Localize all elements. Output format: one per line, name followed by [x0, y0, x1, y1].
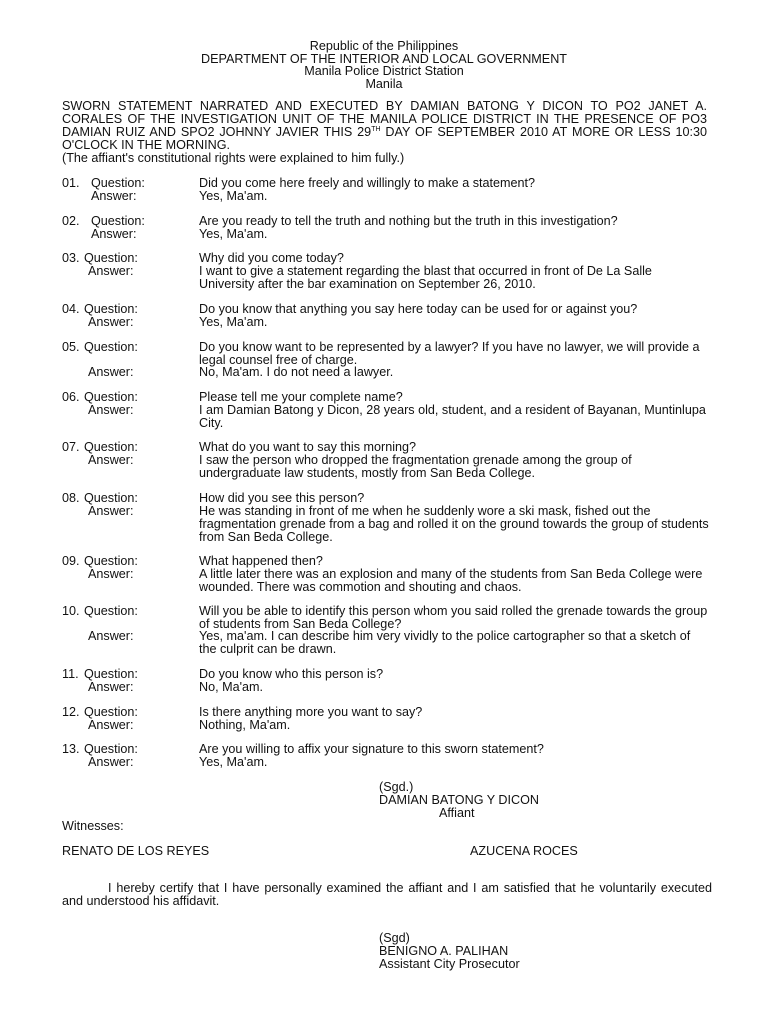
answer-label: Answer:: [88, 365, 134, 380]
document-header: [0, 40, 768, 90]
question-text: Do you know who this person is?: [199, 667, 384, 681]
answer-label: Answer:: [91, 226, 137, 241]
answer-text: Yes, Ma'am.: [199, 314, 268, 329]
answer-text: Yes, Ma'am.: [199, 226, 268, 241]
qa-item: [62, 706, 712, 731]
qa-item: [62, 492, 712, 542]
prosecutor-signature-block: [379, 932, 520, 971]
title-ordinal-suffix: TH: [371, 126, 381, 133]
question-text: Do you know that anything you say here today can be used for or against you?: [199, 302, 638, 316]
question-text: What happened then?: [199, 554, 323, 568]
answer-text: I want to give a statement regarding the blast that occurred in front of De La Salle University after the bar examination on September 26, 2010.: [199, 263, 652, 291]
qa-number: 05.: [62, 340, 80, 354]
answer-text: No, Ma'am. I do not need a lawyer.: [199, 365, 394, 380]
question-text: Did you come here freely and willingly to make a statement?: [199, 176, 535, 190]
prosecutor-sgd: (Sgd): [379, 931, 410, 945]
witnesses-label: Witnesses:: [62, 819, 124, 833]
question-label: Question:: [84, 302, 138, 316]
answer-text: A little later there was an explosion and many of the students from San Beda College were wounded. There was commotion and shouting and chaos.: [199, 566, 703, 594]
header-department: DEPARTMENT OF THE INTERIOR AND LOCAL GOVERNMENT: [201, 51, 567, 66]
answer-text: Yes, Ma'am.: [199, 188, 268, 203]
qa-item: [62, 252, 712, 290]
title-line-3-end: DAY OF SEPTEMBER 2010 AT MORE OR LESS 10:30: [380, 125, 707, 139]
affiant-role: Affiant: [439, 806, 475, 820]
question-text: Will you be able to identify this person whom you said rolled the grenade towards the group of students from San Beda College?: [199, 604, 708, 631]
qa-number: 12.: [62, 705, 80, 719]
witness-name-1: RENATO DE LOS REYES: [62, 844, 210, 858]
question-text: Do you know want to be represented by a lawyer? If you have no lawyer, we will provide a legal counsel free of charge.: [199, 340, 700, 367]
qa-item: [62, 743, 712, 768]
qa-item: [62, 668, 712, 693]
qa-item: [62, 303, 712, 328]
header-city: Manila: [365, 76, 403, 91]
qa-number: 04.: [62, 302, 80, 316]
answer-label: Answer:: [88, 314, 134, 329]
question-text: Are you ready to tell the truth and nothing but the truth in this investigation?: [199, 214, 618, 228]
question-label: Question:: [84, 667, 138, 681]
title-line-2: CORALES OF THE INVESTIGATION UNIT OF THE MANILA POLICE DISTRICT IN THE PRESENCE OF PO3: [62, 112, 707, 126]
qa-item: [62, 605, 712, 655]
qa-item: [62, 341, 712, 379]
answer-text: Nothing, Ma'am.: [199, 717, 291, 732]
question-label: Question:: [84, 705, 138, 719]
answer-label: Answer:: [88, 629, 134, 644]
qa-number: 08.: [62, 491, 80, 505]
witness-name-2: AZUCENA ROCES: [470, 844, 578, 858]
title-line-1: SWORN STATEMENT NARRATED AND EXECUTED BY DAMIAN BATONG Y DICON TO PO2 JANET A.: [62, 99, 707, 113]
answer-label: Answer:: [88, 503, 134, 518]
affiant-name: DAMIAN BATONG Y DICON: [379, 793, 540, 807]
statement-title: [62, 100, 707, 165]
answer-label: Answer:: [91, 188, 137, 203]
question-label: Question:: [84, 491, 138, 505]
title-line-3-start: DAMIAN RUIZ AND SPO2 JOHNNY JAVIER THIS 29: [62, 125, 372, 139]
qa-number: 03.: [62, 251, 80, 265]
header-republic: Republic of the Philippines: [309, 39, 459, 53]
answer-label: Answer:: [88, 452, 134, 467]
question-text: Is there anything more you want to say?: [199, 705, 423, 719]
question-text: Are you willing to affix your signature to this sworn statement?: [199, 742, 544, 756]
answer-text: No, Ma'am.: [199, 679, 263, 694]
qa-number: 09.: [62, 554, 80, 568]
question-label: Question:: [84, 340, 138, 354]
question-label: Question:: [91, 176, 145, 190]
answer-label: Answer:: [88, 566, 134, 581]
answer-text: He was standing in front of me when he suddenly wore a ski mask, fished out the fragmentation grenade from a bag and rolled it on the ground towards the group of students from San Beda College.: [199, 503, 709, 544]
answer-label: Answer:: [88, 402, 134, 417]
qa-number: 11.: [62, 667, 79, 681]
prosecutor-name: BENIGNO A. PALIHAN: [379, 944, 509, 958]
qa-number: 06.: [62, 390, 80, 404]
question-label: Question:: [91, 214, 145, 228]
question-text: What do you want to say this morning?: [199, 440, 417, 454]
answer-text: I am Damian Batong y Dicon, 28 years old, student, and a resident of Bayanan, Muntinlupa City.: [199, 402, 706, 430]
answer-text: I saw the person who dropped the fragmentation grenade among the group of undergraduate law students, mostly from San Beda College.: [199, 452, 632, 480]
qa-item: [62, 391, 712, 429]
question-text: How did you see this person?: [199, 491, 365, 505]
answer-label: Answer:: [88, 263, 134, 278]
qa-item: [62, 215, 712, 240]
qa-number: 10.: [62, 604, 80, 618]
qa-number: 01.: [62, 176, 80, 190]
answer-label: Answer:: [88, 679, 134, 694]
qa-number: 07.: [62, 440, 80, 454]
qa-item: [62, 441, 712, 479]
question-label: Question:: [84, 440, 138, 454]
answer-label: Answer:: [88, 717, 134, 732]
answer-label: Answer:: [88, 754, 134, 769]
answer-text: Yes, Ma'am.: [199, 754, 268, 769]
answer-text: Yes, ma'am. I can describe him very vividly to the police cartographer so that a sketch of the culprit can be drawn.: [199, 629, 691, 657]
prosecutor-title: Assistant City Prosecutor: [379, 957, 520, 971]
question-label: Question:: [84, 251, 138, 265]
rights-note: (The affiant's constitutional rights were explained to him fully.): [62, 151, 405, 165]
affiant-sgd: (Sgd.): [379, 780, 414, 794]
qa-item: [62, 555, 712, 593]
question-text: Please tell me your complete name?: [199, 390, 403, 404]
question-label: Question:: [84, 742, 138, 756]
question-label: Question:: [84, 390, 138, 404]
header-station: Manila Police District Station: [304, 64, 464, 79]
qa-number: 02.: [62, 214, 80, 228]
certification-paragraph: I hereby certify that I have personally examined the affiant and I am satisfied that he voluntarily executed and understood his affidavit.: [62, 881, 712, 908]
question-label: Question:: [84, 554, 138, 568]
qa-number: 13.: [62, 742, 80, 756]
question-label: Question:: [84, 604, 138, 618]
affiant-signature-block: [379, 781, 539, 820]
title-line-4: O'CLOCK IN THE MORNING.: [62, 138, 231, 152]
question-text: Why did you come today?: [199, 251, 344, 265]
qa-item: [62, 177, 712, 202]
